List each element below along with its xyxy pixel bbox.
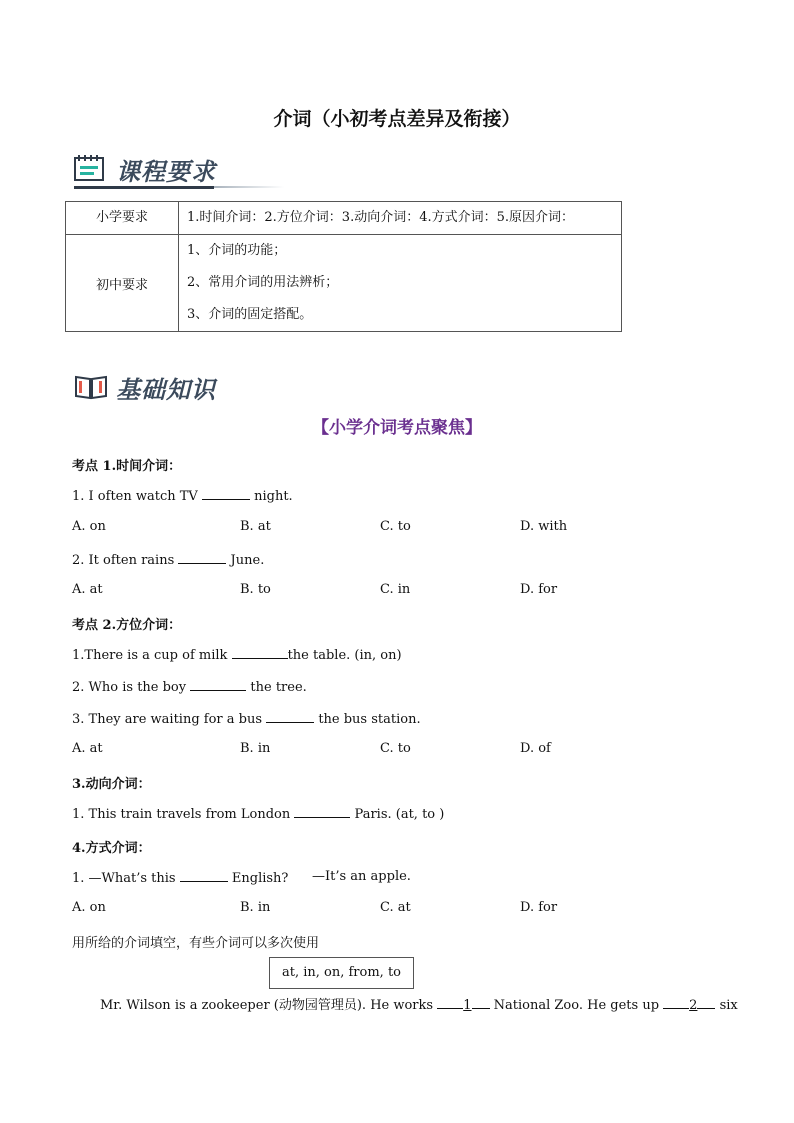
- question: [72, 710, 421, 727]
- answer-blank[interactable]: [178, 551, 226, 564]
- k2-heading: 考点 2.方位介词：: [72, 618, 182, 633]
- junior-item: 2、常用介词的用法辨析；: [187, 275, 339, 290]
- option: B. in: [240, 900, 271, 915]
- answer-blank[interactable]: [232, 646, 288, 659]
- question: [72, 551, 264, 568]
- option: D. for: [520, 582, 558, 597]
- option: A. on: [72, 900, 106, 915]
- primary-label: 小学要求: [66, 202, 179, 235]
- question-text: Paris. (at, to ): [354, 807, 445, 822]
- answer-blank[interactable]: [472, 996, 490, 1009]
- answer-blank[interactable]: [180, 869, 228, 882]
- question-text: night.: [254, 489, 293, 504]
- question-text: the table. (in, on): [287, 648, 402, 663]
- answer-blank[interactable]: [697, 996, 715, 1009]
- question: [72, 646, 402, 663]
- blank-number: 2: [689, 998, 698, 1013]
- question: [72, 869, 288, 886]
- passage-text: Mr. Wilson is a zookeeper (动物园管理员). He works: [100, 998, 434, 1013]
- notebook-icon: [74, 154, 108, 182]
- answer-blank[interactable]: [190, 678, 246, 691]
- question-text: 1.There is a cup of milk: [72, 648, 228, 663]
- junior-item: 3、介词的固定搭配。: [187, 307, 313, 322]
- option: D. of: [520, 741, 551, 756]
- page-title: 介词（小初考点差异及衔接）: [273, 108, 521, 130]
- option: C. at: [380, 900, 411, 915]
- question-text: English?: [231, 871, 289, 886]
- requirements-table: [65, 201, 622, 332]
- question: [72, 678, 307, 695]
- passage: [72, 996, 738, 1015]
- word-box: at, in, on, from, to: [269, 957, 414, 989]
- option: C. to: [380, 519, 411, 534]
- question-text: 1. This train travels from London: [72, 807, 291, 822]
- option: A. at: [72, 741, 103, 756]
- k1-heading: 考点 1.时间介词：: [72, 459, 182, 474]
- junior-value: [179, 235, 622, 332]
- question-text: 2. It often rains: [72, 553, 175, 568]
- answer-blank[interactable]: [663, 996, 689, 1009]
- option: B. to: [240, 582, 271, 597]
- question-text: the bus station.: [318, 712, 421, 727]
- question-text: 3. They are waiting for a bus: [72, 712, 263, 727]
- banner-title: 基础知识: [116, 376, 216, 404]
- junior-label: 初中要求: [66, 235, 179, 332]
- blank-number: 1: [463, 998, 472, 1013]
- option: C. in: [380, 582, 411, 597]
- option: D. with: [520, 519, 568, 534]
- junior-item: 1、介词的功能；: [187, 243, 287, 258]
- question: [72, 805, 444, 822]
- passage-text: National Zoo. He gets up: [493, 998, 660, 1013]
- option: B. in: [240, 741, 271, 756]
- course-requirements-banner: [74, 150, 294, 190]
- question: [72, 487, 293, 504]
- question-text: 1. I often watch TV: [72, 489, 198, 504]
- banner-underline-fade: [214, 186, 284, 188]
- question-text: 1. —What’s this: [72, 871, 176, 886]
- primary-value: 1.时间介词：2.方位介词：3.动向介词：4.方式介词：5.原因介词：: [179, 202, 622, 235]
- option: D. for: [520, 900, 558, 915]
- passage-text: six: [719, 998, 738, 1013]
- question-text: the tree.: [250, 680, 307, 695]
- basic-knowledge-banner: [74, 368, 294, 408]
- k4-heading: 4.方式介词：: [72, 841, 151, 856]
- open-book-icon: [74, 372, 108, 400]
- table-row: [66, 202, 622, 235]
- answer-blank[interactable]: [437, 996, 463, 1009]
- answer-text: —It’s an apple.: [312, 869, 411, 884]
- section-heading: 【小学介词考点聚焦】: [312, 418, 482, 438]
- k3-heading: 3.动向介词：: [72, 777, 151, 792]
- table-row: [66, 235, 622, 332]
- option: C. to: [380, 741, 411, 756]
- answer-blank[interactable]: [202, 487, 250, 500]
- fill-instruction: 用所给的介词填空，有些介词可以多次使用: [72, 936, 320, 951]
- banner-title: 课程要求: [116, 158, 216, 186]
- question-text: 2. Who is the boy: [72, 680, 187, 695]
- option: A. at: [72, 582, 103, 597]
- option: A. on: [72, 519, 106, 534]
- question-text: June.: [230, 553, 265, 568]
- answer-blank[interactable]: [266, 710, 314, 723]
- answer-blank[interactable]: [294, 805, 350, 818]
- option: B. at: [240, 519, 271, 534]
- banner-underline: [74, 186, 214, 189]
